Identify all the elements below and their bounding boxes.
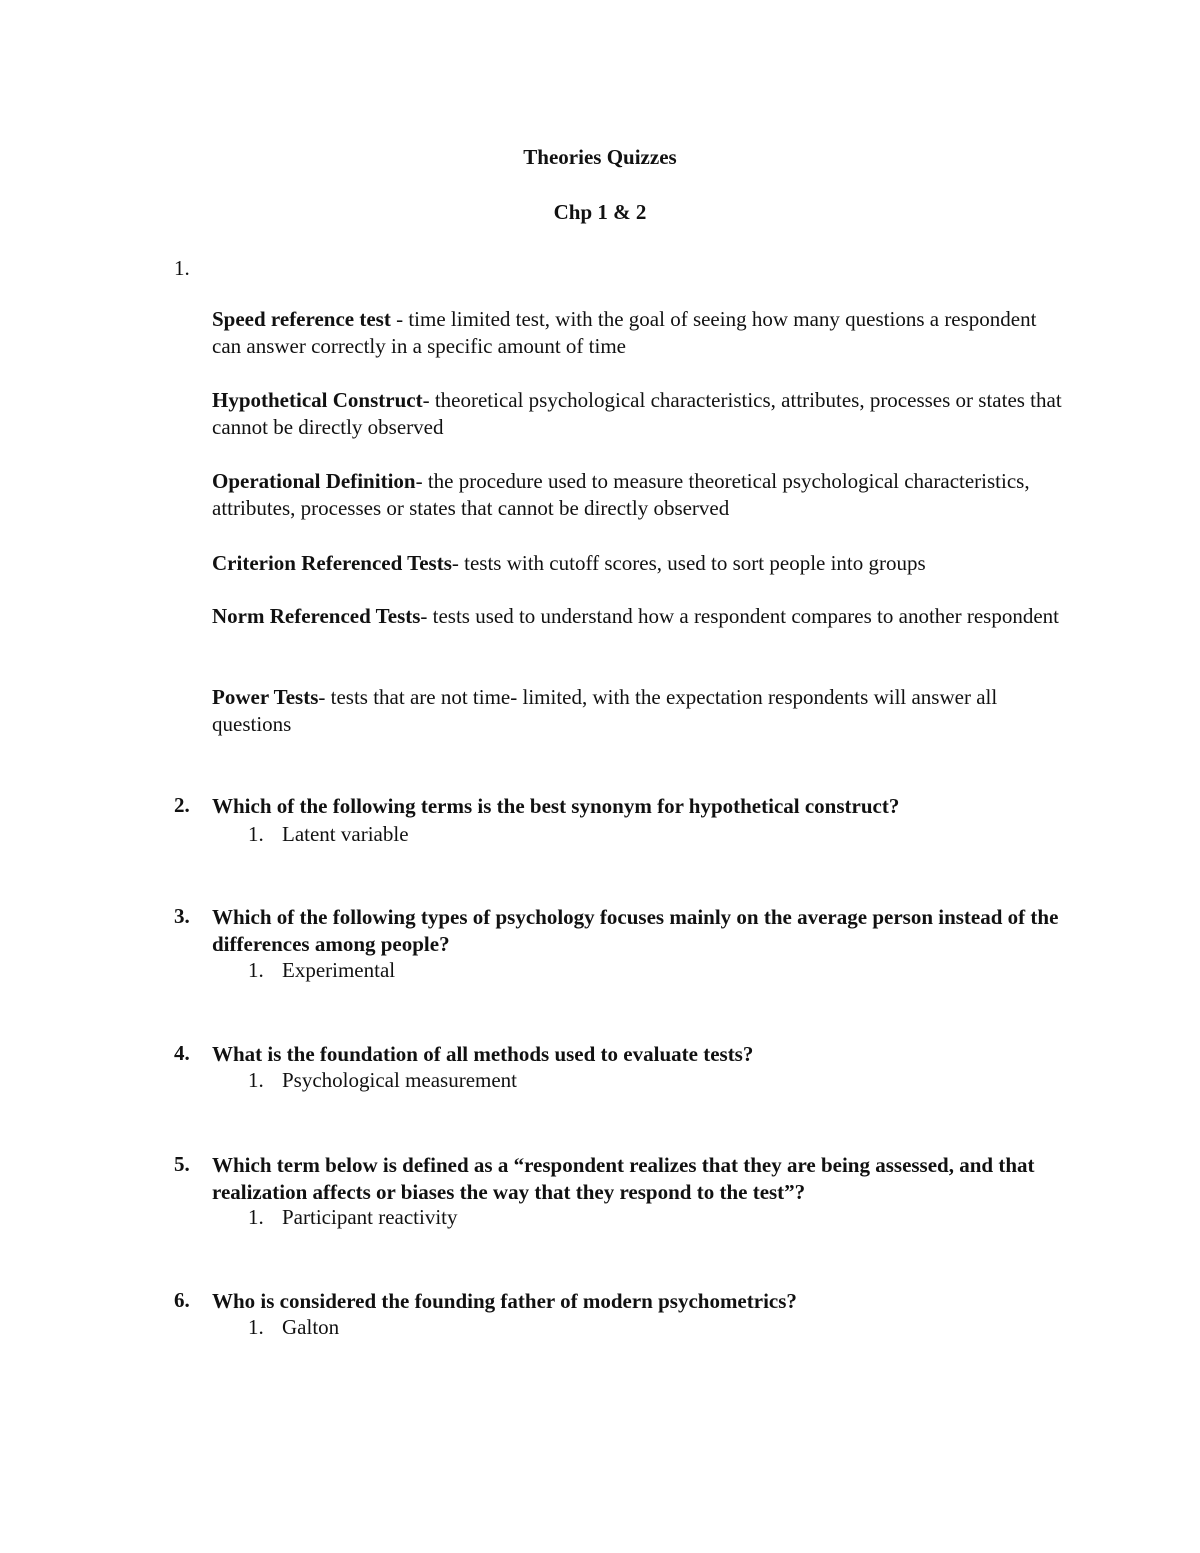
definition-term: Criterion Referenced Tests [212,551,452,575]
definition-term: Speed reference test [212,307,391,331]
definition-term: Power Tests [212,685,319,709]
definition-text: - tests used to understand how a respondent compares to another respondent [420,604,1059,628]
question-text: Which term below is defined as a “respondent realizes that they are being assessed, and that realization affects or biases the way that they respond to the test”? [212,1153,1035,1204]
answer-number: 1. [248,1068,264,1092]
question-number: 2. [174,793,190,817]
definition-item [212,306,1062,360]
definition-text: - time limited test, with the goal of seeing how many questions a respondent can answer correctly in a specific amount of time [212,307,1037,358]
answer-number: 1. [248,822,264,846]
definition-item [212,603,1062,630]
question-number: 3. [174,904,190,928]
definition-item [212,684,1062,738]
question-text: Which of the following types of psychology focuses mainly on the average person instead of the differences among people? [212,905,1059,956]
answer-text: Latent variable [282,822,409,846]
item-number: 1. [174,256,190,280]
definition-term: Norm Referenced Tests [212,604,421,628]
answer-text: Psychological measurement [282,1068,518,1092]
definition-text: - theoretical psychological characteristics, attributes, processes or states that cannot be directly observed [212,388,1062,439]
page-subtitle: Chp 1 & 2 [553,200,647,224]
answer-number: 1. [248,1205,264,1229]
definition-term: Hypothetical Construct [212,388,423,412]
definition-term: Operational Definition [212,469,416,493]
question-text: What is the foundation of all methods used to evaluate tests? [212,1042,754,1066]
definition-text: - the procedure used to measure theoretical psychological characteristics, attributes, processes or states that cannot be directly observed [212,469,1030,520]
definition-text: - tests with cutoff scores, used to sort people into groups [451,551,926,575]
question-text: Which of the following terms is the best synonym for hypothetical construct? [212,794,900,818]
answer-text: Experimental [282,958,396,982]
question-number: 6. [174,1288,190,1312]
definition-item [212,468,1062,522]
definition-text: - tests that are not time- limited, with the expectation respondents will answer all questions [212,685,998,736]
question-number: 5. [174,1152,190,1176]
answer-text: Participant reactivity [282,1205,458,1229]
answer-text: Galton [282,1315,340,1339]
question-number: 4. [174,1041,190,1065]
answer-number: 1. [248,1315,264,1339]
question-text: Who is considered the founding father of modern psychometrics? [212,1289,797,1313]
answer-number: 1. [248,958,264,982]
page-title: Theories Quizzes [523,145,677,169]
definition-item [212,550,1062,577]
definition-item [212,387,1062,441]
